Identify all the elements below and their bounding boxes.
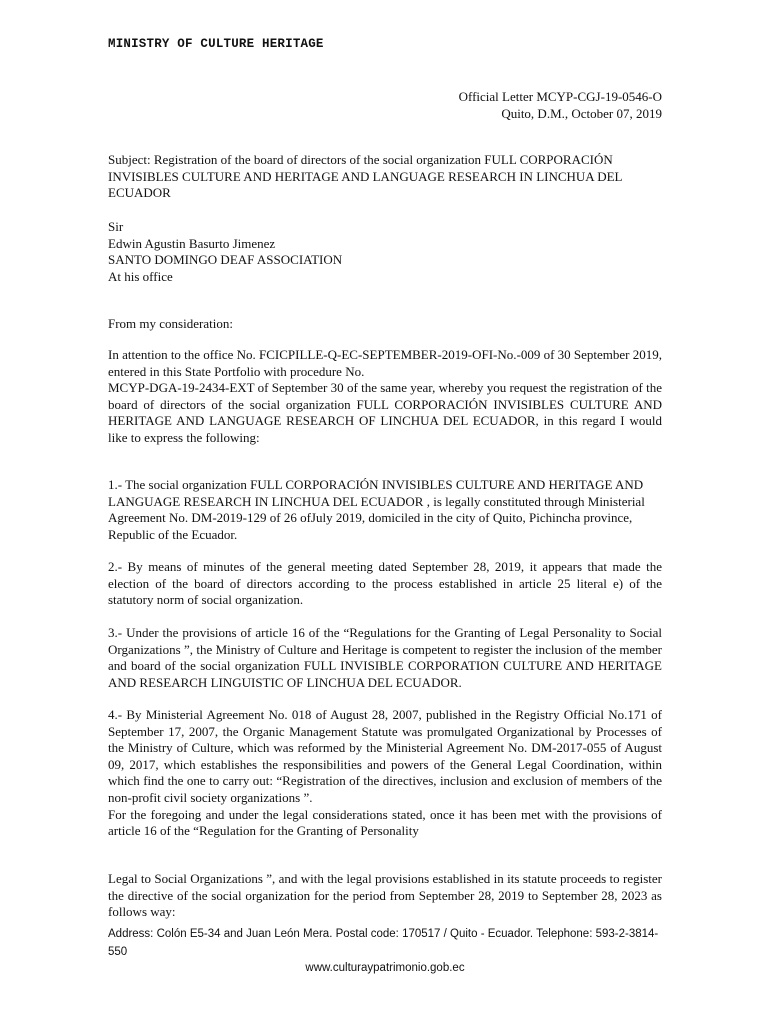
point-4-conclusion: For the foregoing and under the legal considerations stated, once it has been met with the provisions of article 16 of the “Regulation for the Granting of Personality: [108, 806, 662, 839]
point-4-body: 4.- By Ministerial Agreement No. 018 of August 28, 2007, published in the Registry Official No.171 of September 17, 2007, the Organic Management Statute was promulgated Organizational by Processes of the Ministry of Culture, which was reformed by the Ministerial Agreement No. DM-2017-055 of August 09, 2017, which establishes the responsibilities and powers of the General Legal Coordination, within which find the one to carry out: “Registration of the directives, inclusion and exclusion of members of the non-profit civil society organizations ”.: [108, 707, 662, 805]
point-3: 3.- Under the provisions of article 16 of the “Regulations for the Granting of Legal Personality to Social Organizations ”, the Ministry of Culture and Heritage is competent to register the inclusion of the member and board of the social organization FULL INVISIBLE CORPORATION CULTURE AND HERITAGE AND RESEARCH LINGUISTIC OF LINCHUA DEL ECUADOR.: [108, 625, 662, 690]
point-4: [108, 707, 662, 840]
ministry-header: MINISTRY OF CULTURE HERITAGE: [108, 37, 324, 51]
recipient-block: [108, 219, 662, 285]
continuation-paragraph: Legal to Social Organizations ”, and with the legal provisions established in its statute proceeds to register the directive of the social organization for the period from September 28, 2019 to September 28, 2023 as follows way:: [108, 871, 662, 920]
intro-line-1: In attention to the office No. FCICPILLE-Q-EC-SEPTEMBER-2019-OFI-No.-009 of 30 September 2019, entered in this State Portfolio with procedure No.: [108, 347, 662, 379]
letter-place-date: Quito, D.M., October 07, 2019: [501, 106, 662, 121]
recipient-location: At his office: [108, 268, 173, 284]
intro-line-2: MCYP-DGA-19-2434-EXT of September 30 of the same year, whereby you request the registration of the board of directors of the social organization FULL CORPORACIÓN INVISIBLES CULTURE AND HERITAGE AND LANGUAGE RESEARCH OF LINCHUA DEL ECUADOR, in this regard I would like to express the following:: [108, 380, 662, 445]
recipient-organization: SANTO DOMINGO DEAF ASSOCIATION: [108, 252, 343, 268]
subject-line: Subject: Registration of the board of directors of the social organization FULL CORPORACIÓN INVISIBLES CULTURE AND HERITAGE AND LANGUAGE RESEARCH IN LINCHUA DEL ECUADOR: [108, 152, 623, 201]
footer-website[interactable]: www.culturaypatrimonio.gob.ec: [305, 962, 465, 974]
letter-number: Official Letter MCYP-CGJ-19-0546-O: [458, 89, 662, 104]
point-2: 2.- By means of minutes of the general meeting dated September 28, 2019, it appears that made the election of the board of directors according to the process established in article 25 literal e) of the statutory norm of social organization.: [108, 559, 662, 608]
recipient-name: Edwin Agustin Basurto Jimenez: [108, 235, 276, 251]
greeting: From my consideration:: [108, 316, 233, 331]
point-1: 1.- The social organization FULL CORPORACIÓN INVISIBLES CULTURE AND HERITAGE AND LANGUAGE RESEARCH IN LINCHUA DEL ECUADOR , is legally constituted through Ministerial Agreement No. DM-2019-129 of 26 ofJuly 2019, domiciled in the city of Quito, Pichincha province, Republic of the Ecuador.: [108, 477, 645, 542]
footer-address: Address: Colón E5-34 and Juan León Mera. Postal code: 170517 / Quito - Ecuador. Telephone: 593-2-3814-550: [108, 928, 659, 958]
letter-reference: [459, 88, 662, 122]
recipient-salutation: Sir: [108, 219, 124, 234]
intro-paragraph: [108, 347, 662, 447]
